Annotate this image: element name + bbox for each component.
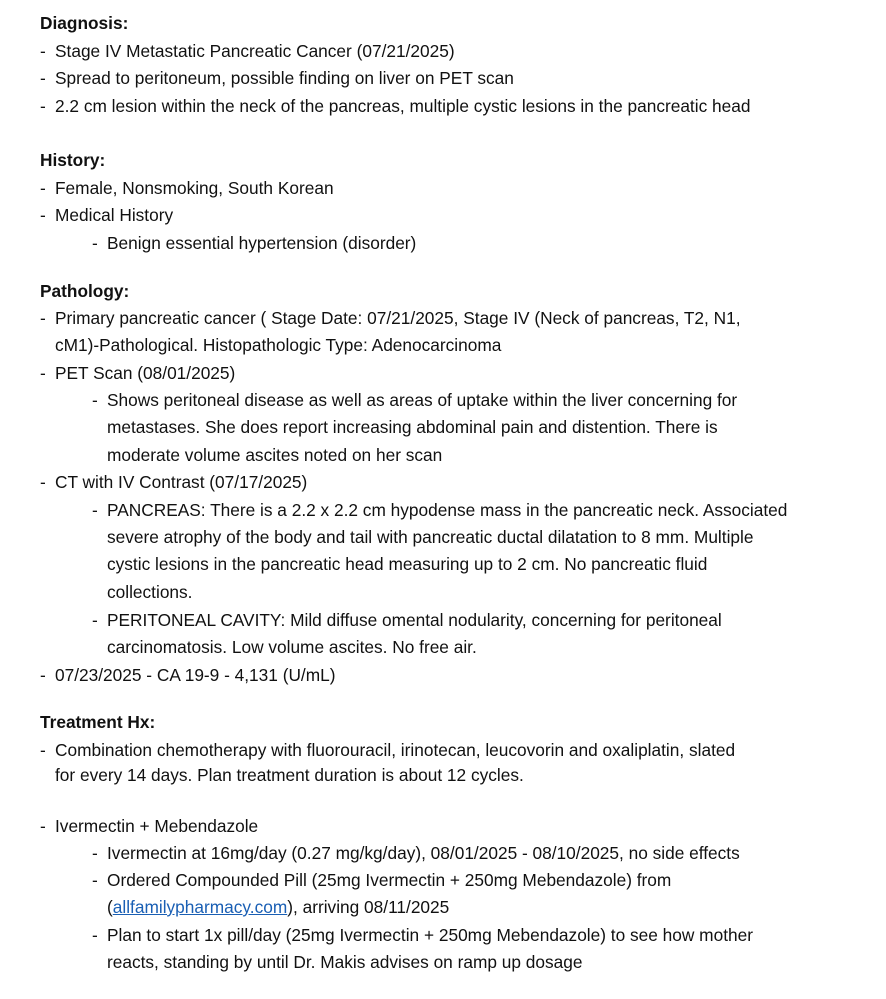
ivermectin-dose: Ivermectin at 16mg/day (0.27 mg/kg/day), 08/01/2025 - 08/10/2025, no side effects (107, 843, 740, 863)
bullet-dash: - (40, 308, 46, 328)
diagnosis-heading: Diagnosis: (40, 13, 129, 33)
chemo-line: for every 14 days. Plan treatment duration is about 12 cycles. (55, 765, 524, 785)
pet-scan-line: moderate volume ascites noted on her scan (107, 445, 443, 465)
bullet-dash: - (40, 472, 46, 492)
pet-scan-line: Shows peritoneal disease as well as areas of uptake within the liver concerning for (107, 390, 738, 410)
ca19-9-result: 07/23/2025 - CA 19-9 - 4,131 (U/mL) (55, 665, 336, 685)
history-item: Medical History (55, 205, 174, 225)
bullet-dash: - (40, 68, 46, 88)
bullet-dash: - (40, 665, 46, 685)
pathology-primary-line: Primary pancreatic cancer ( Stage Date: 07/21/2025, Stage IV (Neck of pancreas, T2, N1, (55, 308, 741, 328)
bullet-dash: - (92, 843, 98, 863)
pathology-heading: Pathology: (40, 281, 130, 301)
bullet-dash: - (40, 96, 46, 116)
pathology-primary-line: cM1)-Pathological. Histopathologic Type: Adenocarcinoma (55, 335, 502, 355)
pet-scan-title: PET Scan (08/01/2025) (55, 363, 236, 383)
pet-scan-line: metastases. She does report increasing abdominal pain and distention. There is (107, 417, 718, 437)
plan-line: reacts, standing by until Dr. Makis advises on ramp up dosage (107, 952, 583, 972)
bullet-dash: - (40, 740, 46, 760)
bullet-dash: - (92, 390, 98, 410)
bullet-dash: - (40, 41, 46, 61)
bullet-dash: - (92, 925, 98, 945)
history-heading: History: (40, 150, 106, 170)
ct-pancreas-line: collections. (107, 582, 193, 602)
chemo-line: Combination chemotherapy with fluorouracil, irinotecan, leucovorin and oxaliplatin, slated (55, 740, 736, 760)
pharmacy-link[interactable]: allfamilypharmacy.com (112, 897, 288, 917)
bullet-dash: - (40, 363, 46, 383)
ct-peritoneal-line: carcinomatosis. Low volume ascites. No free air. (107, 637, 477, 657)
bullet-dash: - (40, 178, 46, 198)
plan-line: Plan to start 1x pill/day (25mg Ivermectin + 250mg Mebendazole) to see how mother (107, 925, 753, 945)
bullet-dash: - (40, 816, 46, 836)
diagnosis-item: Spread to peritoneum, possible finding on liver on PET scan (55, 68, 514, 88)
paren-open: ( (107, 897, 113, 917)
ordered-pill-line: Ordered Compounded Pill (25mg Ivermectin + 250mg Mebendazole) from (107, 870, 672, 890)
ct-pancreas-line: cystic lesions in the pancreatic head measuring up to 2 cm. No pancreatic fluid (107, 554, 708, 574)
ivermectin-title: Ivermectin + Mebendazole (55, 816, 259, 836)
ct-pancreas-line: PANCREAS: There is a 2.2 x 2.2 cm hypodense mass in the pancreatic neck. Associated (107, 500, 788, 520)
bullet-dash: - (92, 500, 98, 520)
ct-title: CT with IV Contrast (07/17/2025) (55, 472, 308, 492)
bullet-dash: - (40, 205, 46, 225)
bullet-dash: - (92, 233, 98, 253)
history-item: Female, Nonsmoking, South Korean (55, 178, 334, 198)
ct-pancreas-line: severe atrophy of the body and tail with pancreatic ductal dilatation to 8 mm. Multiple (107, 527, 754, 547)
ct-peritoneal-line: PERITONEAL CAVITY: Mild diffuse omental nodularity, concerning for peritoneal (107, 610, 722, 630)
ordered-pill-source (107, 896, 449, 918)
bullet-dash: - (92, 610, 98, 630)
bullet-dash: - (92, 870, 98, 890)
treatment-heading: Treatment Hx: (40, 712, 156, 732)
history-subitem: Benign essential hypertension (disorder) (107, 233, 417, 253)
diagnosis-item: 2.2 cm lesion within the neck of the pancreas, multiple cystic lesions in the pancreatic head (55, 96, 751, 116)
arrival-text: ), arriving 08/11/2025 (287, 897, 450, 917)
diagnosis-item: Stage IV Metastatic Pancreatic Cancer (07/21/2025) (55, 41, 455, 61)
